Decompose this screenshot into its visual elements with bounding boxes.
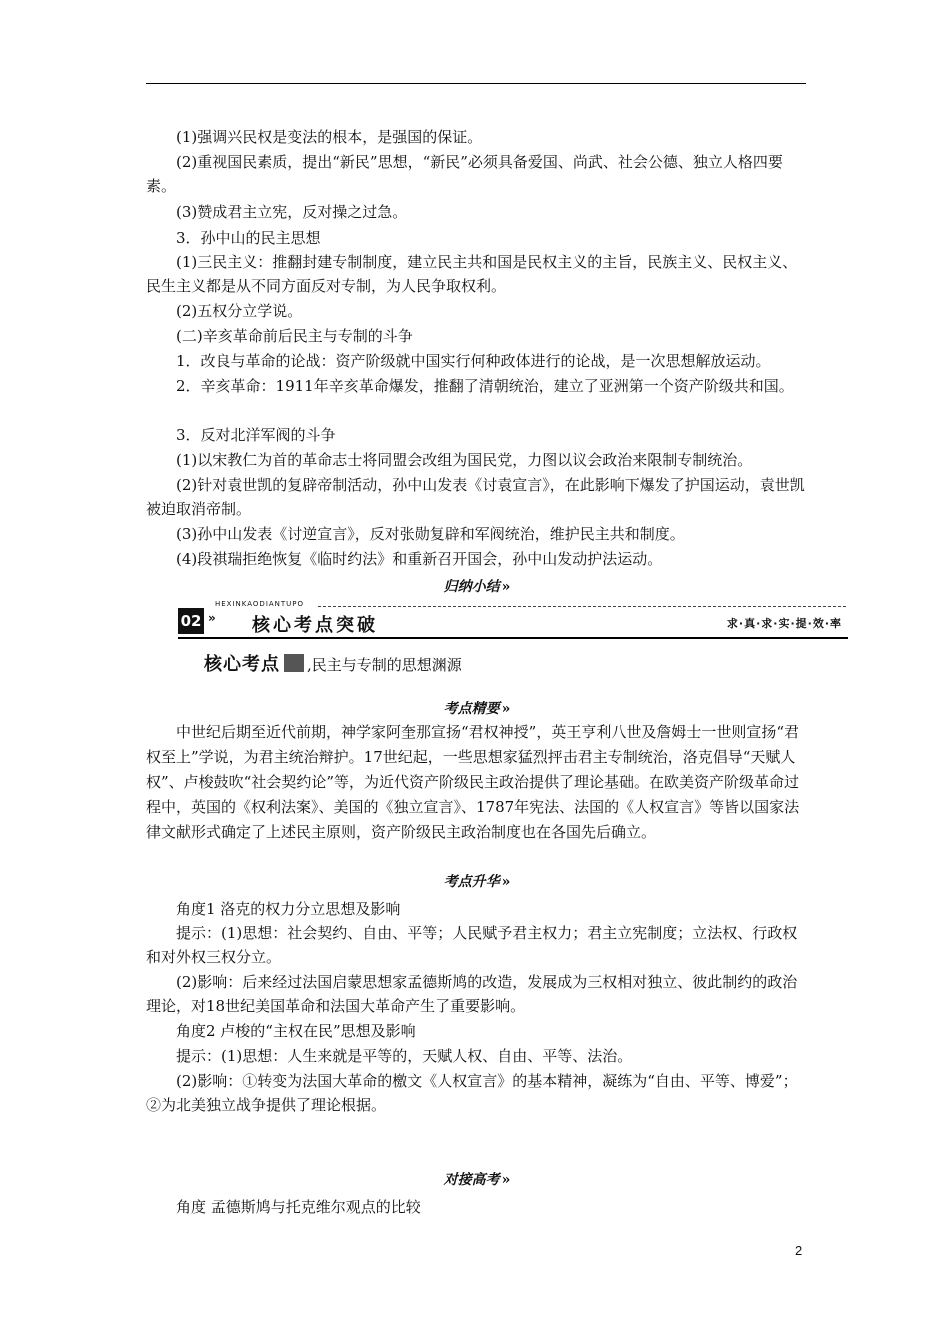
banner-number-badge: 02 <box>178 608 204 634</box>
keypoint-square-icon <box>284 654 304 672</box>
double-chevron-icon: » <box>208 611 216 625</box>
banner-pinyin: HEXINKAODIANTUPO <box>215 600 305 608</box>
chevron-right-icon: » <box>501 579 511 595</box>
paragraph-beiyang-2: (2)针对袁世凯的复辟帝制活动，孙中山发表《讨袁宣言》，在此影响下爆发了护国运动，袁世凯被迫取消帝制。 <box>146 476 805 518</box>
section-xinhai-heading: (二)辛亥革命前后民主与专制的斗争 <box>176 327 413 345</box>
upgrade-heading <box>146 871 808 891</box>
keypoint-label: 核心考点 <box>204 654 280 675</box>
keypoint-heading <box>204 650 462 676</box>
paragraph-debate: 1．改良与革命的论战：资产阶级就中国实行何种政体进行的论战，是一次思想解放运动。 <box>176 352 771 370</box>
chevron-right-icon: » <box>501 1172 511 1188</box>
section-sun-heading: 3．孙中山的民主思想 <box>176 229 321 247</box>
angle-2-influence: (2)影响：①转变为法国大革命的檄文《人权宣言》的基本精神，凝练为“自由、平等、博爱”；②为北美独立战争提供了理论根据。 <box>146 1072 798 1114</box>
chevron-right-icon: » <box>501 701 511 717</box>
header-rule <box>146 83 806 84</box>
precise-heading <box>146 698 808 718</box>
summary-heading-text: 归纳小结 <box>443 579 500 595</box>
gaokao-heading <box>146 1169 808 1189</box>
paragraph-beiyang-1: (1)以宋教仁为首的革命志士将同盟会改组为国民党，力图以议会政治来限制专制统治。 <box>176 451 753 469</box>
paragraph-xinhai: 2．辛亥革命：1911年辛亥革命爆发，推翻了清朝统治，建立了亚洲第一个资产阶级共和国。 <box>176 377 794 395</box>
paragraph-sun-1: (1)三民主义：推翻封建专制制度，建立民主共和国是民权主义的主旨，民族主义、民权主义、民生主义都是从不同方面反对专制，为人民争取权利。 <box>146 253 798 295</box>
section-beiyang-heading: 3．反对北洋军阀的斗争 <box>176 426 336 444</box>
angle-2-heading: 角度2 卢梭的“主权在民”思想及影响 <box>176 1022 416 1040</box>
banner-dashed-rule <box>318 606 846 607</box>
upgrade-heading-text: 考点升华 <box>443 874 500 890</box>
angle-2-hint: 提示：(1)思想：人生来就是平等的，天赋人权、自由、平等、法治。 <box>176 1047 633 1065</box>
banner-title: 核心考点突破 <box>252 615 378 636</box>
paragraph-beiyang-4: (4)段祺瑞拒绝恢复《临时约法》和重新召开国会，孙中山发动护法运动。 <box>176 550 663 568</box>
angle-1-influence: (2)影响：后来经过法国启蒙思想家孟德斯鸠的改造，发展成为三权相对独立、彼此制约的政治理论，对18世纪美国革命和法国大革命产生了重要影响。 <box>146 973 798 1015</box>
angle-1-heading: 角度1 洛克的权力分立思想及影响 <box>176 900 401 918</box>
paragraph-liang-2: (2)重视国民素质，提出“新民”思想，“新民”必须具备爱国、尚武、社会公德、独立人格四要素。 <box>146 153 783 195</box>
banner-base-rule <box>178 637 848 639</box>
paragraph-sun-2: (2)五权分立学说。 <box>176 302 303 320</box>
paragraph-liang-3: (3)赞成君主立宪，反对操之过急。 <box>176 203 408 221</box>
gaokao-heading-text: 对接高考 <box>443 1172 500 1188</box>
chevron-right-icon: » <box>501 874 511 890</box>
precise-heading-text: 考点精要 <box>443 701 500 717</box>
banner-slogan: 求·真·求·实·提·效·率 <box>726 617 842 630</box>
paragraph-liang-1: (1)强调兴民权是变法的根本，是强国的保证。 <box>176 128 483 146</box>
keypoint-title: ,民主与专制的思想渊源 <box>307 656 462 674</box>
angle-1-hint: 提示：(1)思想：社会契约、自由、平等；人民赋予君主权力；君主立宪制度；立法权、行政权和对外权三权分立。 <box>146 924 798 966</box>
paragraph-origin: 中世纪后期至近代前期，神学家阿奎那宣扬“君权神授”，英王亨利八世及詹姆士一世则宣扬“君权至上”学说，为君主统治辩护。17世纪起，一些思想家猛烈抨击君主专制统治，洛克倡导“天赋人权”、卢梭鼓吹“社会契约论”等，为近代资产阶级民主政治提供了理论基础。在欧美资产阶级革命过程中，英国的《权利法案》、美国的《独立宣言》、1787年宪法、法国的《人权宣言》等皆以国家法律文献形式确定了上述民主原则，资产阶级民主政治制度也在各国先后确立。 <box>146 723 800 841</box>
paragraph-beiyang-3: (3)孙中山发表《讨逆宣言》，反对张勋复辟和军阀统治，维护民主共和制度。 <box>176 525 685 543</box>
section-banner <box>178 602 848 638</box>
page-number: 2 <box>795 1243 803 1258</box>
summary-heading <box>146 576 808 596</box>
angle-compare-heading: 角度 孟德斯鸠与托克维尔观点的比较 <box>176 1198 421 1216</box>
